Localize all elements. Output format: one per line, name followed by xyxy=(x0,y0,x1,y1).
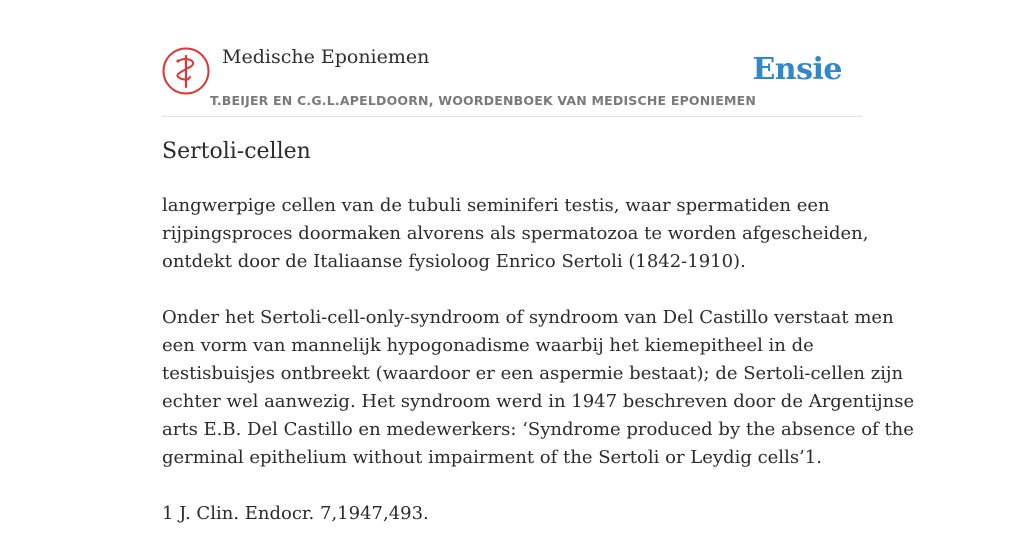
text-line: arts E.B. Del Castillo en medewerkers: ‘Syndrome produced by the absence of the xyxy=(162,419,914,440)
footnote xyxy=(162,500,872,528)
paragraph-syndrome xyxy=(162,304,915,472)
text-line: Onder het Sertoli-cell-only-syndroom of syndroom van Del Castillo verstaat men xyxy=(162,307,894,328)
text-line: een vorm van mannelijk hypogonadisme waarbij het kiemepitheel in de xyxy=(162,335,814,356)
header xyxy=(162,0,862,117)
entry-title: Sertoli-cellen xyxy=(162,139,311,164)
caduceus-icon[interactable] xyxy=(162,47,210,95)
brand-logo[interactable]: Ensie xyxy=(752,52,842,87)
paragraph-definition xyxy=(162,192,872,276)
text-line: germinal epithelium without impairment of the Sertoli or Leydig cells’1. xyxy=(162,447,822,468)
source-subtitle[interactable]: T.BEIJER EN C.G.L.APELDOORN, WOORDENBOEK VAN MEDISCHE EPONIEMEN xyxy=(210,93,757,108)
text-line: ontdekt door de Italiaanse fysioloog Enrico Sertoli (1842-1910). xyxy=(162,251,746,272)
entry-body xyxy=(162,192,915,556)
page xyxy=(162,0,915,524)
text-line: testisbuisjes ontbreekt (waardoor er een aspermie bestaat); de Sertoli-cellen zijn xyxy=(162,363,904,384)
text-line: rijpingsproces doormaken alvorens als spermatozoa te worden afgescheiden, xyxy=(162,223,869,244)
source-title[interactable]: Medische Eponiemen xyxy=(222,46,430,68)
footnote-text: 1 J. Clin. Endocr. 7,1947,493. xyxy=(162,503,429,524)
text-line: echter wel aanwezig. Het syndroom werd in 1947 beschreven door de Argentijnse xyxy=(162,391,915,412)
text-line: langwerpige cellen van de tubuli seminiferi testis, waar spermatiden een xyxy=(162,195,830,216)
